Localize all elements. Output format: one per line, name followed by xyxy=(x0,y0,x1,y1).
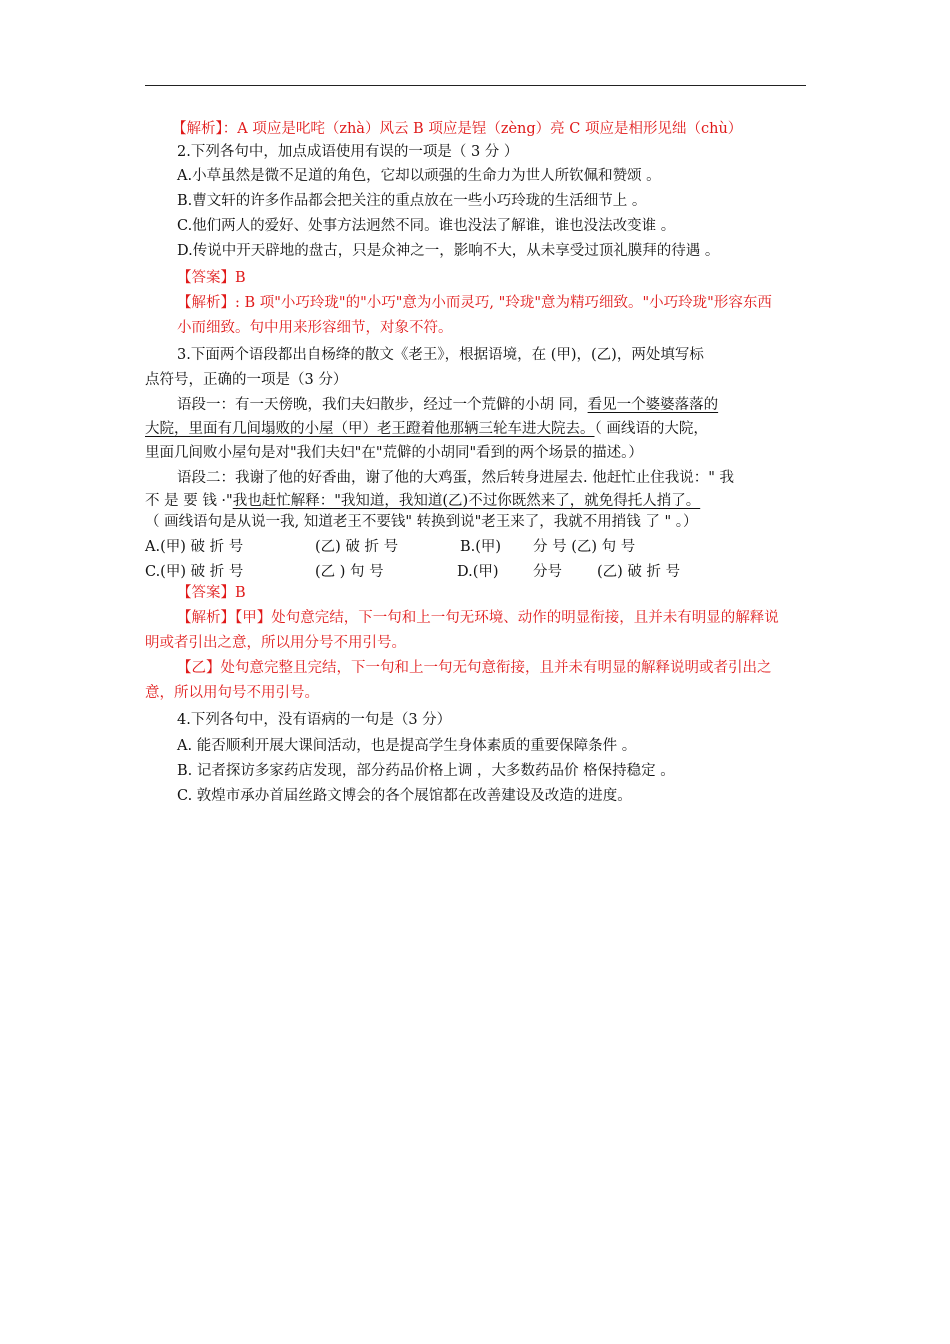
explanation-q3-line4: 意，所以用句号不用引号。 xyxy=(145,685,319,701)
q3-option-c-first: C.(甲) 破 折 号 xyxy=(145,564,244,580)
q3-option-b-first: B.(甲) xyxy=(460,539,502,555)
q2-option-d: D.传说中开天辟地的盘古，只是众神之一，影响不大，从未享受过顶礼膜拜的待遇 。 xyxy=(177,243,720,259)
passage-1-underlined: 看见一个婆婆落落的 xyxy=(587,397,719,413)
q3-option-d-second: 分号 xyxy=(533,564,562,580)
question-4: 4.下列各句中，没有语病的一句是（3 分） xyxy=(177,712,452,728)
question-3-line2: 点符号，正确的一项是（3 分） xyxy=(145,372,348,388)
q3-option-c-second: (乙 ) 句 号 xyxy=(315,564,384,580)
passage-1-line3: 里面几间败小屋句是对"我们夫妇"在"荒僻的小胡同"看到的两个场景的描述。） xyxy=(145,445,643,461)
q4-option-c: C. 敦煌市承办首届丝路文博会的各个展馆都在改善建设及改造的进度。 xyxy=(177,788,632,804)
passage-1-note: （ 画线语的大院， xyxy=(594,421,708,437)
explanation-q2-line2: 小而细致。句中用来形容细节，对象不符。 xyxy=(177,320,453,336)
q3-option-d-first: D.(甲) xyxy=(457,564,499,580)
q3-option-a-second: (乙) 破 折 号 xyxy=(315,539,399,555)
q3-option-b-second: 分 号 (乙) 句 号 xyxy=(533,539,636,555)
passage-2-line2 xyxy=(145,491,700,511)
question-3-line1: 3.下面两个语段都出自杨绛的散文《老王》，根据语境，在 (甲)，(乙)，两处填写标 xyxy=(177,347,704,363)
q4-option-b: B. 记者探访多家药店发现，部分药品价格上调 ，大多数药品价 格保持稳定 。 xyxy=(177,763,675,779)
q3-option-d-third: (乙) 破 折 号 xyxy=(597,564,681,580)
answer-q3: 【答案】B xyxy=(177,585,246,601)
explanation-q1: 【解析】：A 项应是叱咤（zhà）风云 B 项应是锃（zèng）亮 C 项应是相形见绌（chù） xyxy=(172,121,743,137)
explanation-q3-line1: 【解析】【甲】处句意完结，下一句和上一句无环境、动作的明显衔接，且并未有明显的解释说 xyxy=(177,610,779,626)
passage-2-line1: 语段二：我谢了他的好香曲，谢了他的大鸡蛋，然后转身进屋去. 他赶忙止住我说：" 我 xyxy=(177,470,734,486)
header-rule xyxy=(145,85,806,86)
passage-1-underlined-cont: 大院，里面有几间塌败的小屋（甲）老王蹬着他那辆三轮车进大院去。 xyxy=(145,421,595,437)
answer-q2: 【答案】B xyxy=(177,270,246,286)
explanation-q3-line2: 明或者引出之意，所以用分号不用引号。 xyxy=(145,635,406,651)
explanation-q2-line1: 【解析】: B 项"小巧玲珑"的"小巧"意为小而灵巧, "玲珑"意为精巧细致。"小巧玲珑"形容东西 xyxy=(177,295,772,311)
q4-option-a: A. 能否顺利开展大课间活动，也是提高学生身体素质的重要保障条件 。 xyxy=(177,738,637,754)
explanation-q3-line3: 【乙】处句意完整且完结，下一句和上一句无句意衔接，且并未有明显的解释说明或者引出之 xyxy=(177,660,772,676)
q2-option-b: B.曹文轩的许多作品都会把关注的重点放在一些小巧玲珑的生活细节上 。 xyxy=(177,193,647,209)
passage-2-text: 不 是 要 钱 ·" xyxy=(145,493,233,509)
q2-option-c: C.他们两人的爱好、处事方法迥然不同。谁也没法了解谁，谁也没法改变谁 。 xyxy=(177,218,676,234)
passage-2-line3: （ 画线语句是从说一我, 知道老王不要钱" 转换到说"老王来了，我就不用捎钱 了 " 。） xyxy=(145,514,698,530)
passage-2-underlined: 我也赶忙解释："我知道，我知道(乙)不过你既然来了，就免得托人捎了。 xyxy=(232,493,701,509)
passage-1-text: 语段一：有一天傍晚，我们夫妇散步，经过一个荒僻的小胡 同， xyxy=(177,397,588,413)
q3-option-a-first: A.(甲) 破 折 号 xyxy=(145,539,244,555)
passage-1-line1 xyxy=(177,395,718,415)
question-2: 2.下列各句中，加点成语使用有误的一项是（ 3 分 ） xyxy=(177,144,519,160)
q2-option-a: A.小草虽然是微不足道的角色，它却以顽强的生命力为世人所钦佩和赞颂 。 xyxy=(177,168,661,184)
passage-1-line2 xyxy=(145,419,708,439)
